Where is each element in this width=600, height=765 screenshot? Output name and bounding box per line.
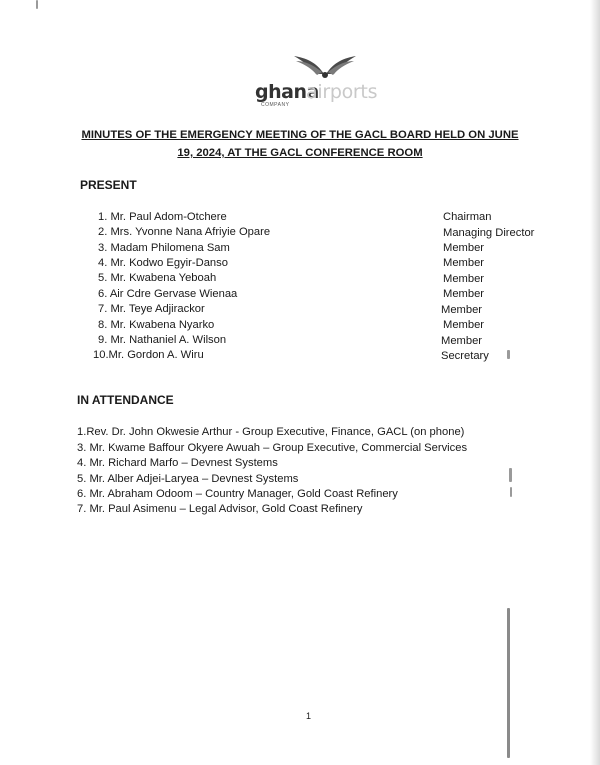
attendee: 1.Rev. Dr. John Okwesie Arthur - Group Executive, Finance, GACL (on phone)	[77, 426, 465, 438]
attendee: 7. Mr. Paul Asimenu – Legal Advisor, Gold Coast Refinery	[77, 503, 363, 515]
document-title	[70, 126, 530, 162]
attendee: 6. Mr. Abraham Odoom – Country Manager, Gold Coast Refinery	[77, 488, 398, 500]
member-role: Member	[443, 273, 485, 285]
member-role: Chairman	[443, 211, 492, 223]
member-role: Member	[443, 319, 485, 331]
scan-edge-line	[507, 608, 510, 758]
member-role: Secretary	[441, 350, 489, 362]
member-name: 7. Mr. Teye Adjirackor	[98, 303, 205, 315]
member-role: Member	[443, 257, 485, 269]
attendee: 3. Mr. Kwame Baffour Okyere Awuah – Group Executive, Commercial Services	[77, 442, 468, 454]
scan-speck	[509, 468, 512, 482]
page-number: 1	[306, 711, 312, 721]
member-role: Member	[441, 304, 483, 316]
wings-icon	[250, 52, 380, 82]
member-name: 3. Madam Philomena Sam	[98, 242, 230, 254]
member-role: Managing Director	[443, 227, 535, 239]
attendee: 5. Mr. Alber Adjei-Laryea – Devnest Systems	[77, 473, 299, 485]
scan-speck	[510, 487, 512, 497]
member-name: 5. Mr. Kwabena Yeboah	[98, 272, 217, 284]
member-role: Member	[443, 242, 485, 254]
company-logo	[250, 52, 380, 108]
title-line: MINUTES OF THE EMERGENCY MEETING OF THE GACL BOARD HELD ON JUNE	[81, 129, 519, 141]
scan-speck	[36, 0, 38, 9]
member-name: 1. Mr. Paul Adom-Otchere	[98, 211, 227, 223]
attendance-heading: IN ATTENDANCE	[77, 393, 174, 407]
member-name: 4. Mr. Kodwo Egyir-Danso	[98, 257, 228, 269]
logo-word-airports: airports	[306, 81, 378, 103]
attendee: 4. Mr. Richard Marfo – Devnest Systems	[77, 457, 278, 469]
member-name: 9. Mr. Nathaniel A. Wilson	[98, 334, 227, 346]
title-line: 19, 2024, AT THE GACL CONFERENCE ROOM	[177, 147, 423, 159]
member-name: 10.Mr. Gordon A. Wiru	[93, 349, 204, 361]
member-name: 8. Mr. Kwabena Nyarko	[98, 319, 215, 331]
member-name: 6. Air Cdre Gervase Wienaa	[98, 288, 238, 300]
scan-edge	[590, 0, 600, 765]
scan-speck	[507, 350, 510, 359]
logo-word-ghana: ghana	[255, 81, 319, 103]
member-role: Member	[443, 288, 485, 300]
logo-subtext: COMPANY	[261, 102, 290, 108]
member-role: Member	[441, 335, 483, 347]
member-name: 2. Mrs. Yvonne Nana Afriyie Opare	[98, 226, 271, 238]
present-heading: PRESENT	[80, 178, 137, 192]
